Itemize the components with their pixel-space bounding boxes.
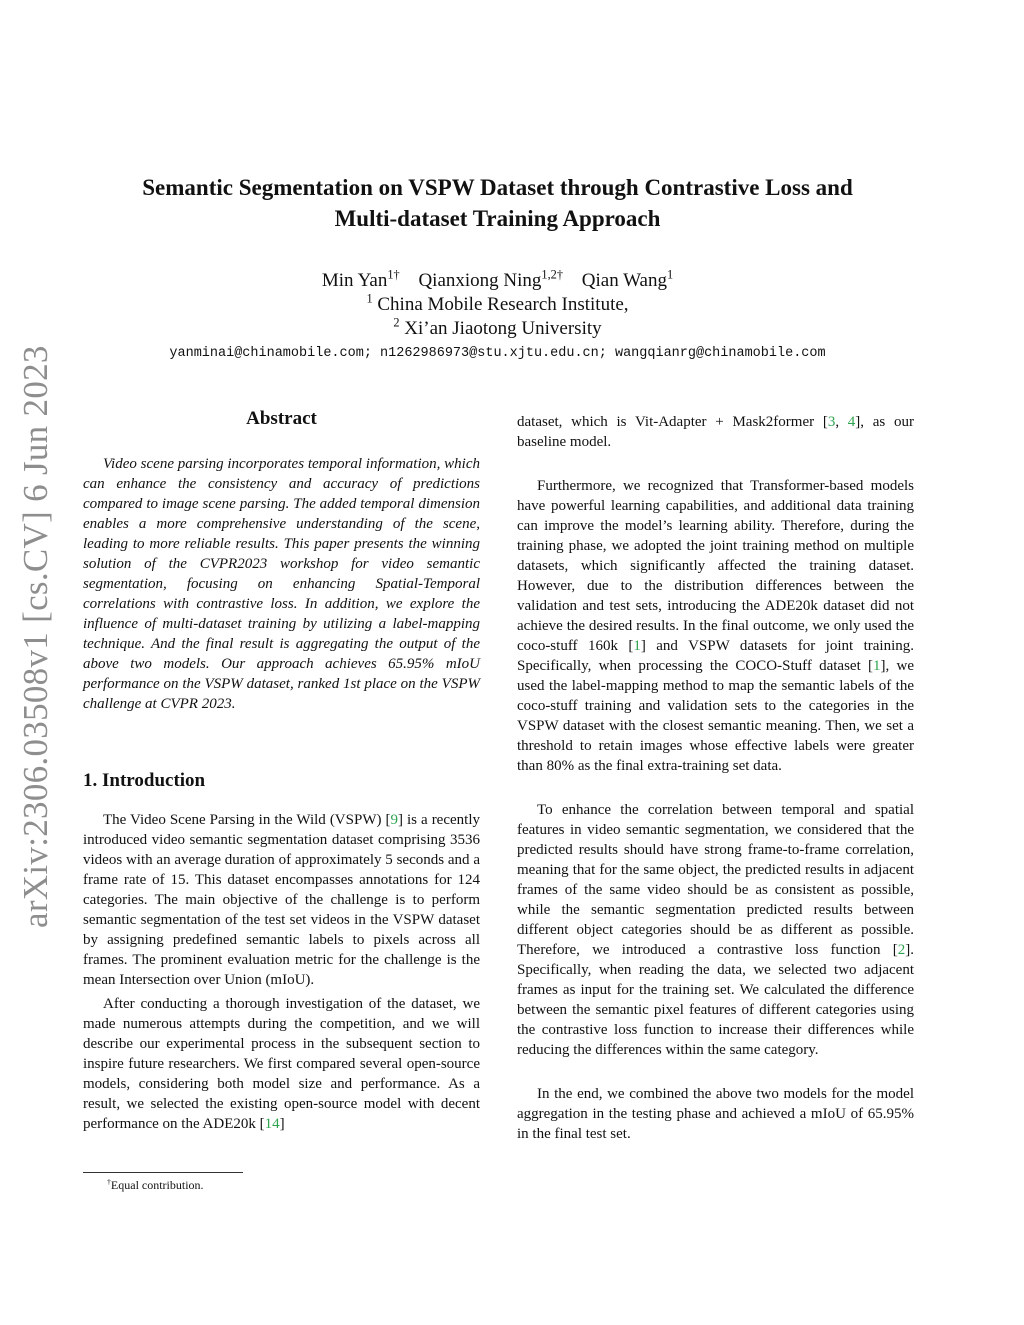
citation-link[interactable]: 1: [633, 638, 641, 654]
affiliation: $^2$ Xi’an Jiaotong University: [393, 315, 602, 339]
author-emails: yanminai@chinamobile.com; n1262986973@stu.xjtu.edu.cn; wangqianrg@chinamobile.com: [169, 346, 826, 361]
footnote: †Equal contribution.: [107, 1177, 204, 1192]
abstract-text: Video scene parsing incorporates temporal information, which can enhance the consistency and accuracy of predictions compared to image scene parsing. The added temporal dimension enables a more comprehensive understanding of the scene, leading to more reliable results. This paper presents the winning solution of the CVPR2023 workshop for video semantic segmentation, focusing on enhancing Spatial-Temporal correlations with contrastive loss. In addition, we explore the influence of multi-dataset training by utilizing a label-mapping technique. And the final result is aggregating the output of the above two models. Our approach achieves 65.95% mIoU performance on the VSPW dataset, ranked 1st place on the VSPW challenge at CVPR 2023.: [83, 456, 480, 712]
citation-link[interactable]: 9: [390, 812, 398, 828]
intro-paragraph-1: The Video Scene Parsing in the Wild (VSPW) [9] is a recently introduced video semantic segmentation dataset comprising 3536 videos with an average duration of approximately 5 seconds and a frame rate of 15. This dataset encompasses annotations for 124 categories. The main objective of the challenge is to perform semantic segmentation of the test set videos in the VSPW dataset by assigning predefined semantic labels to pixels across all frames. The prominent evaluation metric for the challenge is the mean Intersection over Union (mIoU).: [83, 812, 480, 988]
footnote-divider: [83, 1172, 243, 1173]
author: Qianxiong Ning$^{1,2\dagger}$: [418, 267, 564, 291]
abstract-heading: Abstract: [246, 408, 317, 429]
author-block: [80, 269, 915, 341]
right-paragraph-multi-dataset: Furthermore, we recognized that Transformer-based models have powerful learning capabilities, and additional data training can improve the model’s learning ability. Therefore, during the training phase, we adopted the joint training method on multiple datasets, which significantly affected the training dataset. However, due to the distribution differences between the validation and test sets, introducing the ADE20k dataset did not achieve the desired results. In the final outcome, we only used the coco-stuff 160k [1] and VSPW datasets for joint training. Specifically, when processing the COCO-Stuff dataset [1], we used the label-mapping method to map the semantic labels of the coco-stuff training and validation sets to the categories in the VSPW dataset with the closest semantic meaning. Then, we set a threshold to retain images whose effective labels were greater than 80% as the final extra-training set data.: [517, 478, 914, 774]
title-line-2: Multi-dataset Training Approach: [334, 206, 661, 231]
section-heading-introduction: 1. Introduction: [83, 770, 206, 791]
right-paragraph-conclusion: In the end, we combined the above two models for the model aggregation in the testing phase and achieved a mIoU of 65.95% in the final test set.: [517, 1086, 914, 1142]
arxiv-identifier: arXiv:2306.03508v1 [cs.CV] 6 Jun 2023: [16, 345, 55, 928]
right-paragraph-continuation: dataset, which is Vit-Adapter + Mask2former [3, 4], as our baseline model.: [517, 414, 914, 450]
right-column: [517, 412, 914, 1144]
right-paragraph-contrastive: To enhance the correlation between temporal and spatial features in video semantic segmentation, we considered that the predicted results should have strong frame-to-frame correlation, meaning that for the same object, the predicted results in adjacent frames of the same video should be as consistent as possible, while the semantic segmentation predicted results between different object categories should be as different as possible. Therefore, we introduced a contrastive loss function [2]. Specifically, when reading the data, we selected two adjacent frames as input for the training set. We calculated the difference between the semantic pixel features of different categories using the contrastive loss function to increase their differences while reducing the differences within the same category.: [517, 802, 914, 1058]
citation-link[interactable]: 1: [873, 658, 881, 674]
affiliation: $^1$ China Mobile Research Institute,: [366, 291, 629, 315]
citation-link[interactable]: 2: [897, 942, 906, 958]
left-column: [83, 408, 480, 1134]
paper-title: [80, 172, 915, 234]
citation-link[interactable]: 14: [264, 1116, 280, 1132]
intro-paragraph-2: After conducting a thorough investigation of the dataset, we made numerous attempts during the competition, and we will describe our experimental process in the subsequent section to inspire future researchers. We first compared several open-source models, considering both model size and performance. As a result, we selected the existing open-source model with decent performance on the ADE20k [14]: [83, 996, 480, 1132]
author-names: [80, 269, 915, 293]
citation-link[interactable]: 3: [827, 414, 836, 430]
citation-link[interactable]: 4: [847, 414, 856, 430]
author: Qian Wang$^1$: [581, 267, 674, 291]
title-line-1: Semantic Segmentation on VSPW Dataset through Contrastive Loss and: [142, 175, 853, 200]
author: Min Yan$^{1\dagger}$: [321, 267, 400, 291]
